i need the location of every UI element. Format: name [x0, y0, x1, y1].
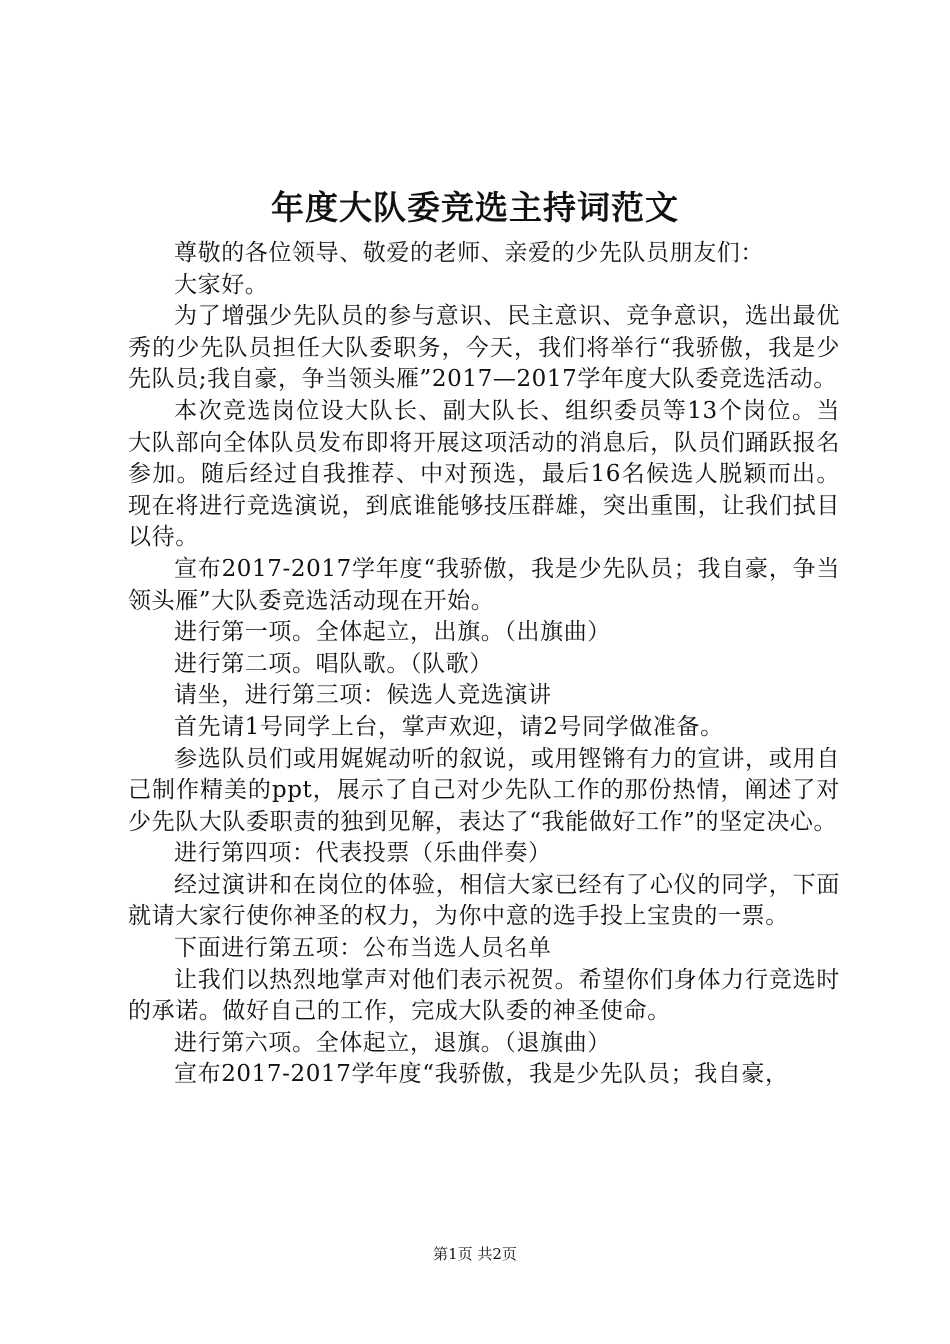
paragraph: 经过演讲和在岗位的体验，相信大家已经有了心仪的同学，下面就请大家行使你神圣的权力，为你中意的选手投上宝贵的一票。 — [128, 871, 840, 930]
paragraph: 宣布2017-2017学年度“我骄傲，我是少先队员；我自豪， — [174, 1061, 789, 1088]
paragraph: 参选队员们或用娓娓动听的叙说，或用铿锵有力的宣讲，或用自己制作精美的ppt，展示了自己对少先队工作的那份热情，阐述了对少先队大队委职责的独到见解，表达了“我能做好工作”的坚定决心。 — [128, 745, 840, 835]
paragraph: 进行第一项。全体起立，出旗。（出旗曲） — [174, 619, 611, 646]
paragraph: 进行第二项。唱队歌。（队歌） — [174, 650, 493, 677]
paragraph: 进行第四项：代表投票（乐曲伴奏） — [174, 840, 552, 867]
paragraph: 为了增强少先队员的参与意识、民主意识、竞争意识，选出最优秀的少先队员担任大队委职务，今天，我们将举行“我骄傲，我是少先队员;我自豪，争当领头雁”2017—2017学年度大队委竞选活动。 — [128, 303, 840, 393]
paragraph: 宣布2017-2017学年度“我骄傲，我是少先队员；我自豪，争当领头雁”大队委竞选活动现在开始。 — [128, 555, 840, 614]
paragraph: 进行第六项。全体起立，退旗。（退旗曲） — [174, 1029, 611, 1056]
page-footer: 第1页 共2页 — [433, 1245, 517, 1263]
paragraph: 本次竞选岗位设大队长、副大队长、组织委员等13个岗位。当大队部向全体队员发布即将开展这项活动的消息后，队员们踊跃报名参加。随后经过自我推荐、中对预选，最后16名候选人脱颖而出。现在将进行竞选演说，到底谁能够技压群雄，突出重围，让我们拭目以待。 — [128, 397, 840, 551]
paragraph: 请坐，进行第三项：候选人竞选演讲 — [174, 682, 552, 709]
document-body — [128, 238, 840, 1091]
paragraph: 大家好。 — [174, 271, 269, 298]
paragraph: 下面进行第五项：公布当选人员名单 — [174, 935, 552, 962]
document-title: 年度大队委竞选主持词范文 — [271, 188, 679, 227]
paragraph: 首先请1号同学上台，掌声欢迎，请2号同学做准备。 — [174, 713, 724, 740]
paragraph: 让我们以热烈地掌声对他们表示祝贺。希望你们身体力行竞选时的承诺。做好自己的工作，完成大队委的神圣使命。 — [128, 966, 840, 1025]
paragraph: 尊敬的各位领导、敬爱的老师、亲爱的少先队员朋友们： — [174, 240, 764, 266]
